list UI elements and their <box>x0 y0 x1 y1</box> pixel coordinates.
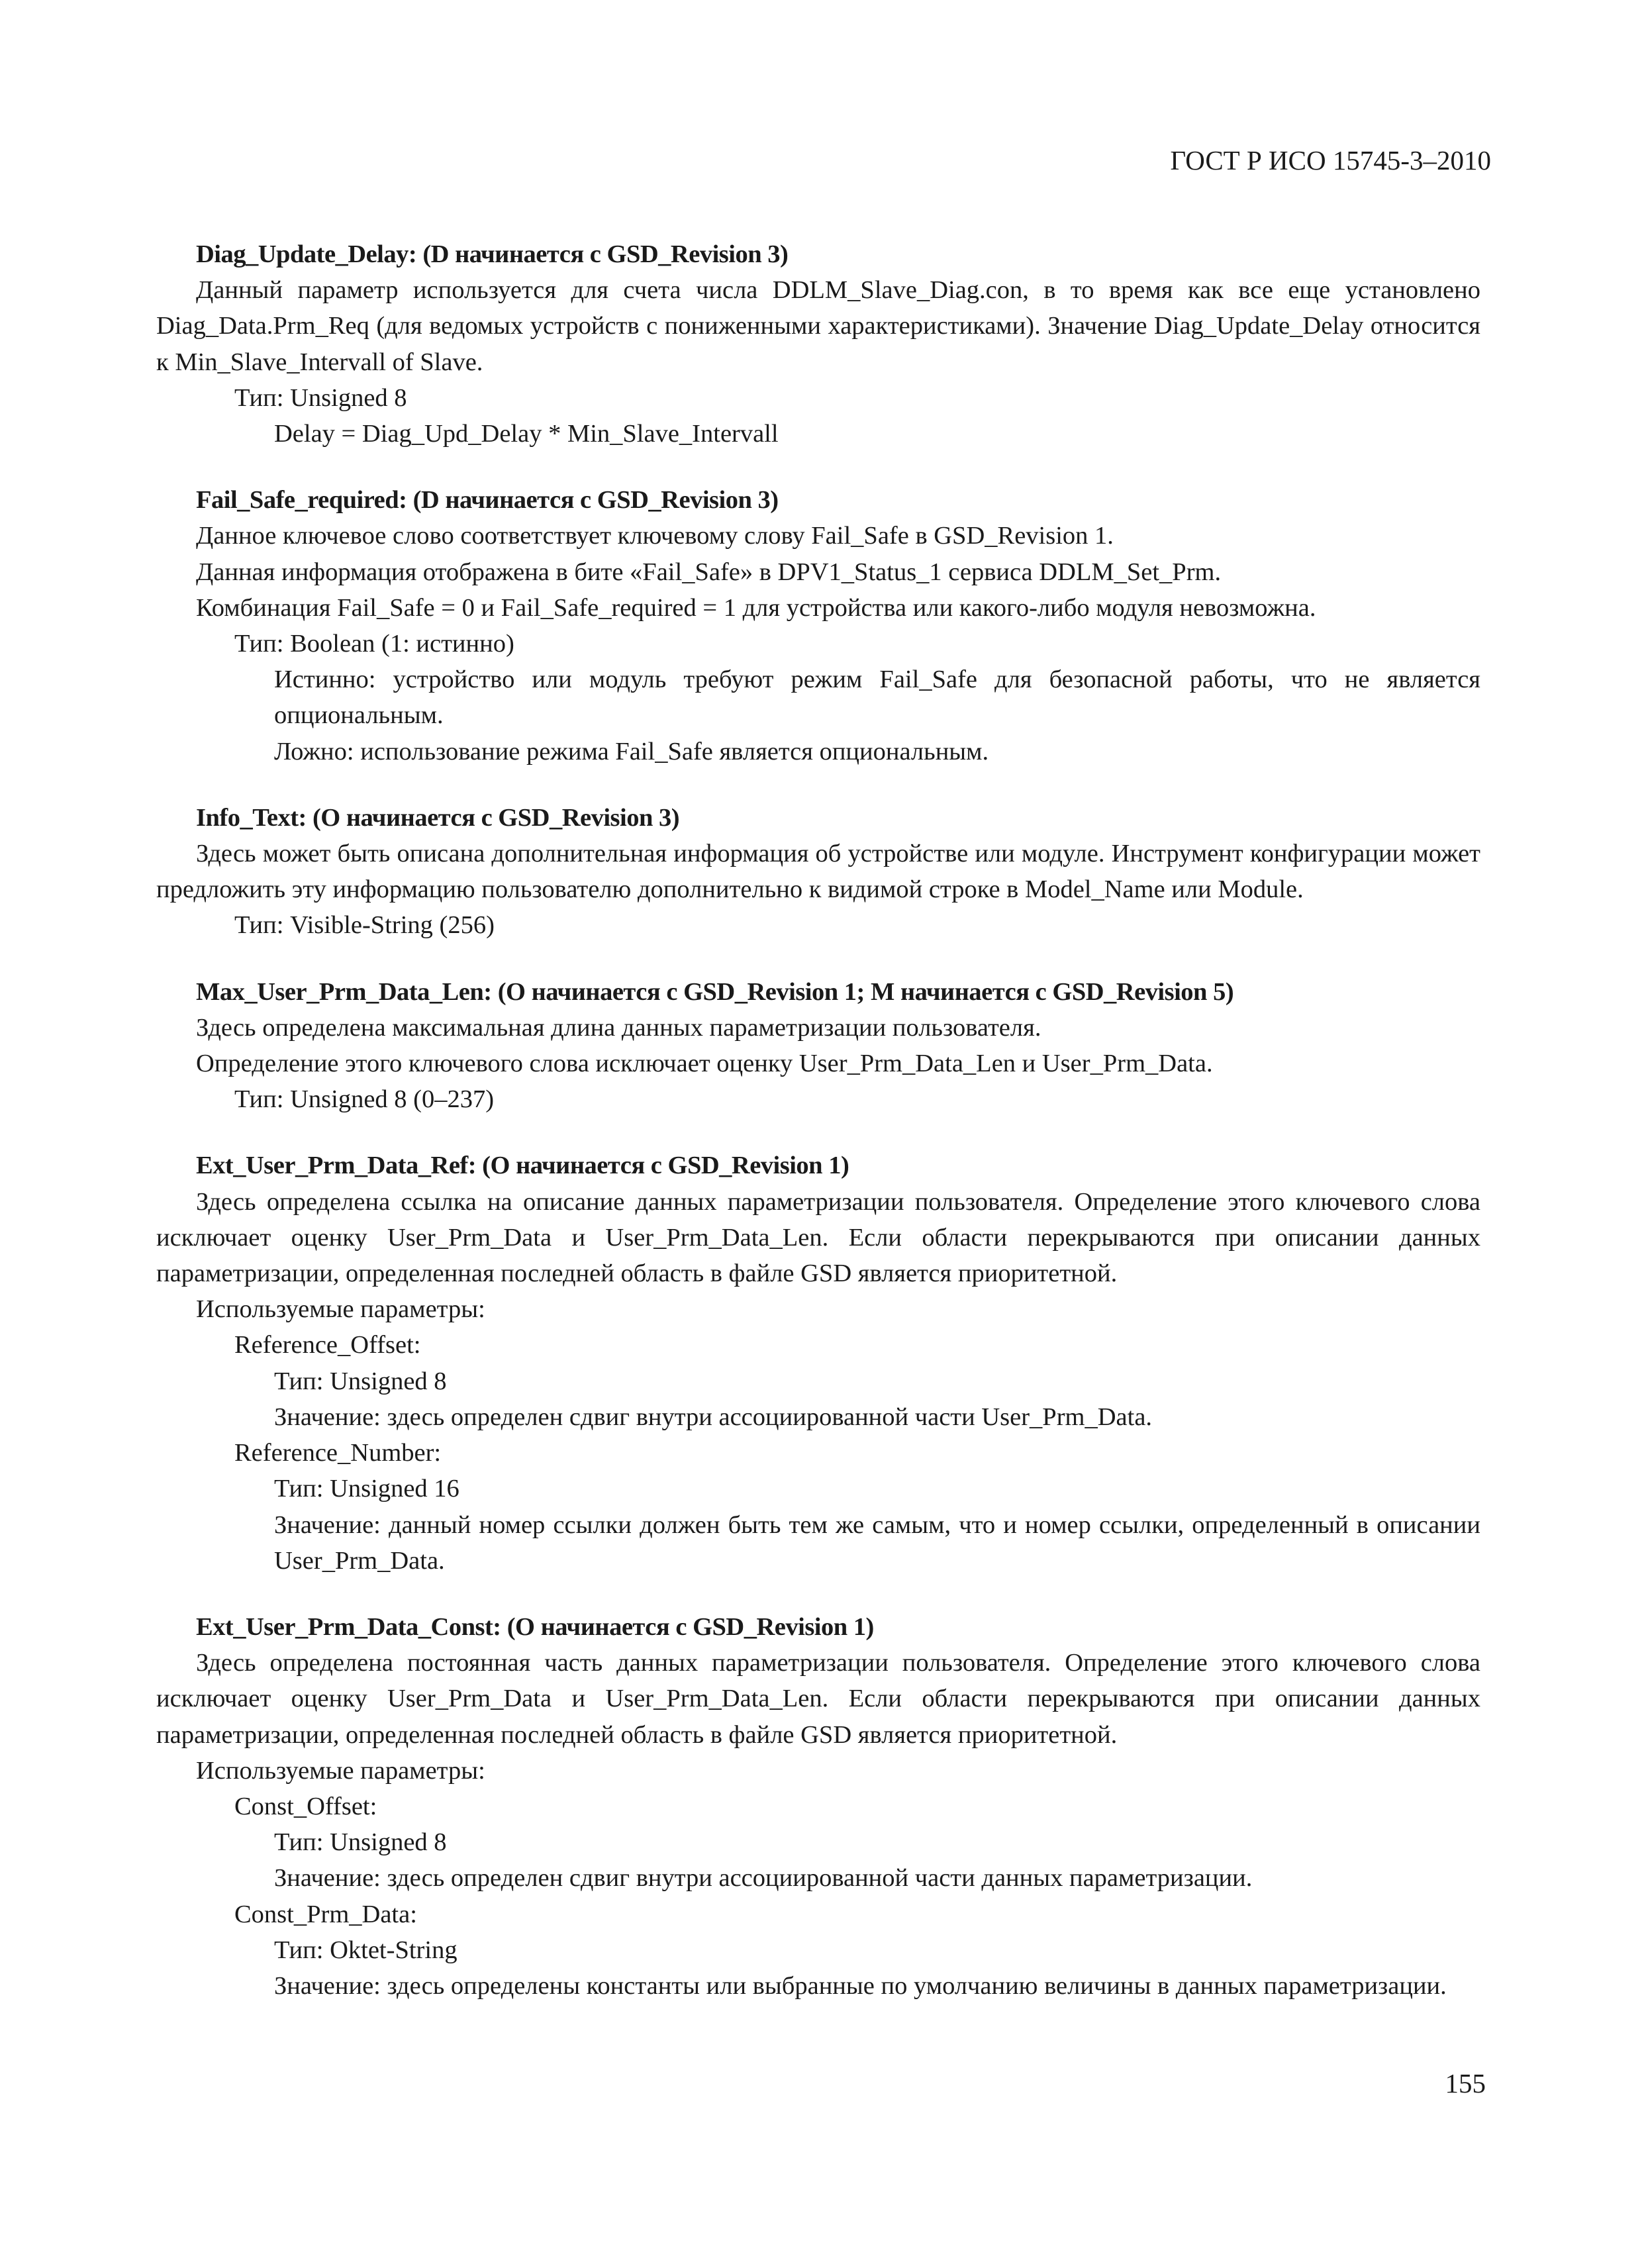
section-title: Ext_User_Prm_Data_Const: (O начинается с GSD_Revision 1) <box>196 1612 874 1641</box>
section-line: Определение этого ключевого слова исключает оценку User_Prm_Data_Len и User_Prm_Data. <box>196 1050 1213 1078</box>
type-line: Тип: Boolean (1: истинно) <box>234 630 514 658</box>
document-header: ГОСТ Р ИСО 15745-3–2010 <box>1170 145 1491 175</box>
param-value: Значение: данный номер ссылки должен быть тем же самым, что и номер ссылки, определенный в описании User_Prm_Data. <box>274 1510 1480 1575</box>
section-ext-user-prm-data-const <box>156 1609 1480 2004</box>
param-type: Тип: Unsigned 16 <box>274 1475 459 1503</box>
section-title: Fail_Safe_required: (D начинается с GSD_Revision 3) <box>196 486 779 515</box>
section-line: Здесь определена максимальная длина данных параметризации пользователя. <box>196 1013 1041 1042</box>
section-fail-safe-required <box>156 482 1480 769</box>
section-line: Комбинация Fail_Safe = 0 и Fail_Safe_required = 1 для устройства или какого-либо модуля невозможна. <box>196 593 1316 622</box>
true-description: Истинно: устройство или модуль требуют режим Fail_Safe для безопасной работы, что не является опциональным. <box>274 666 1480 730</box>
param-name: Reference_Number: <box>234 1439 442 1467</box>
type-line: Тип: Visible-String (256) <box>234 911 495 940</box>
section-paragraph: Данный параметр используется для счета числа DDLM_Slave_Diag.con, в то время как все еще установлено Diag_Data.Prm_Req (для ведомых устройств с пониженными характеристиками). Значение Diag_Update_Delay относится к Min_Slave_Intervall of Slave. <box>156 276 1480 376</box>
type-line: Тип: Unsigned 8 <box>234 383 407 412</box>
param-value: Значение: здесь определен сдвиг внутри ассоциированной части User_Prm_Data. <box>274 1403 1153 1431</box>
param-name: Reference_Offset: <box>234 1331 421 1359</box>
section-title: Diag_Update_Delay: (D начинается с GSD_Revision 3) <box>196 240 789 268</box>
page-number: 155 <box>1445 2068 1486 2098</box>
section-title: Ext_User_Prm_Data_Ref: (O начинается с GSD_Revision 1) <box>196 1152 849 1180</box>
params-label: Используемые параметры: <box>196 1295 485 1324</box>
section-title: Max_User_Prm_Data_Len: (O начинается с GSD_Revision 1; M начинается с GSD_Revision 5) <box>196 977 1234 1006</box>
section-ext-user-prm-data-ref <box>156 1148 1480 1578</box>
section-diag-update-delay <box>156 236 1480 452</box>
param-type: Тип: Unsigned 8 <box>274 1828 447 1857</box>
section-line: Данная информация отображена в бите «Fail_Safe» в DPV1_Status_1 сервиса DDLM_Set_Prm. <box>196 558 1222 586</box>
section-paragraph: Здесь может быть описана дополнительная информация об устройстве или модуле. Инструмент конфигурации может предложить эту информацию пользователю дополнительно к видимой строке в Model_Name или Module. <box>156 840 1480 904</box>
section-paragraph: Здесь определена постоянная часть данных параметризации пользователя. Определение этого ключевого слова исключает оценку User_Prm_Data и User_Prm_Data_Len. Если области перекрываются при описании данных параметризации, определенная последней область в файле GSD является приоритетной. <box>156 1649 1480 1749</box>
section-max-user-prm-data-len <box>156 974 1480 1118</box>
param-name: Const_Offset: <box>234 1792 377 1820</box>
section-paragraph: Здесь определена ссылка на описание данных параметризации пользователя. Определение этого ключевого слова исключает оценку User_Prm_Data и User_Prm_Data_Len. Если области перекрываются при описании данных параметризации, определенная последней область в файле GSD является приоритетной. <box>156 1187 1480 1288</box>
param-name: Const_Prm_Data: <box>234 1900 417 1928</box>
formula-line: Delay = Diag_Upd_Delay * Min_Slave_Intervall <box>274 420 779 448</box>
section-line: Данное ключевое слово соответствует ключевому слову Fail_Safe в GSD_Revision 1. <box>196 522 1114 550</box>
param-value: Значение: здесь определены константы или выбранные по умолчанию величины в данных параметризации. <box>274 1971 1447 2000</box>
params-label: Используемые параметры: <box>196 1756 485 1785</box>
section-title: Info_Text: (O начинается с GSD_Revision 3) <box>196 803 680 832</box>
false-description: Ложно: использование режима Fail_Safe является опциональным. <box>274 737 989 765</box>
param-value: Значение: здесь определен сдвиг внутри ассоциированной части данных параметризации. <box>274 1864 1253 1893</box>
param-type: Тип: Unsigned 8 <box>274 1367 447 1395</box>
document-body <box>156 236 1480 2034</box>
param-type: Тип: Oktet-String <box>274 1936 458 1964</box>
section-info-text <box>156 800 1480 944</box>
type-line: Тип: Unsigned 8 (0–237) <box>234 1085 495 1114</box>
